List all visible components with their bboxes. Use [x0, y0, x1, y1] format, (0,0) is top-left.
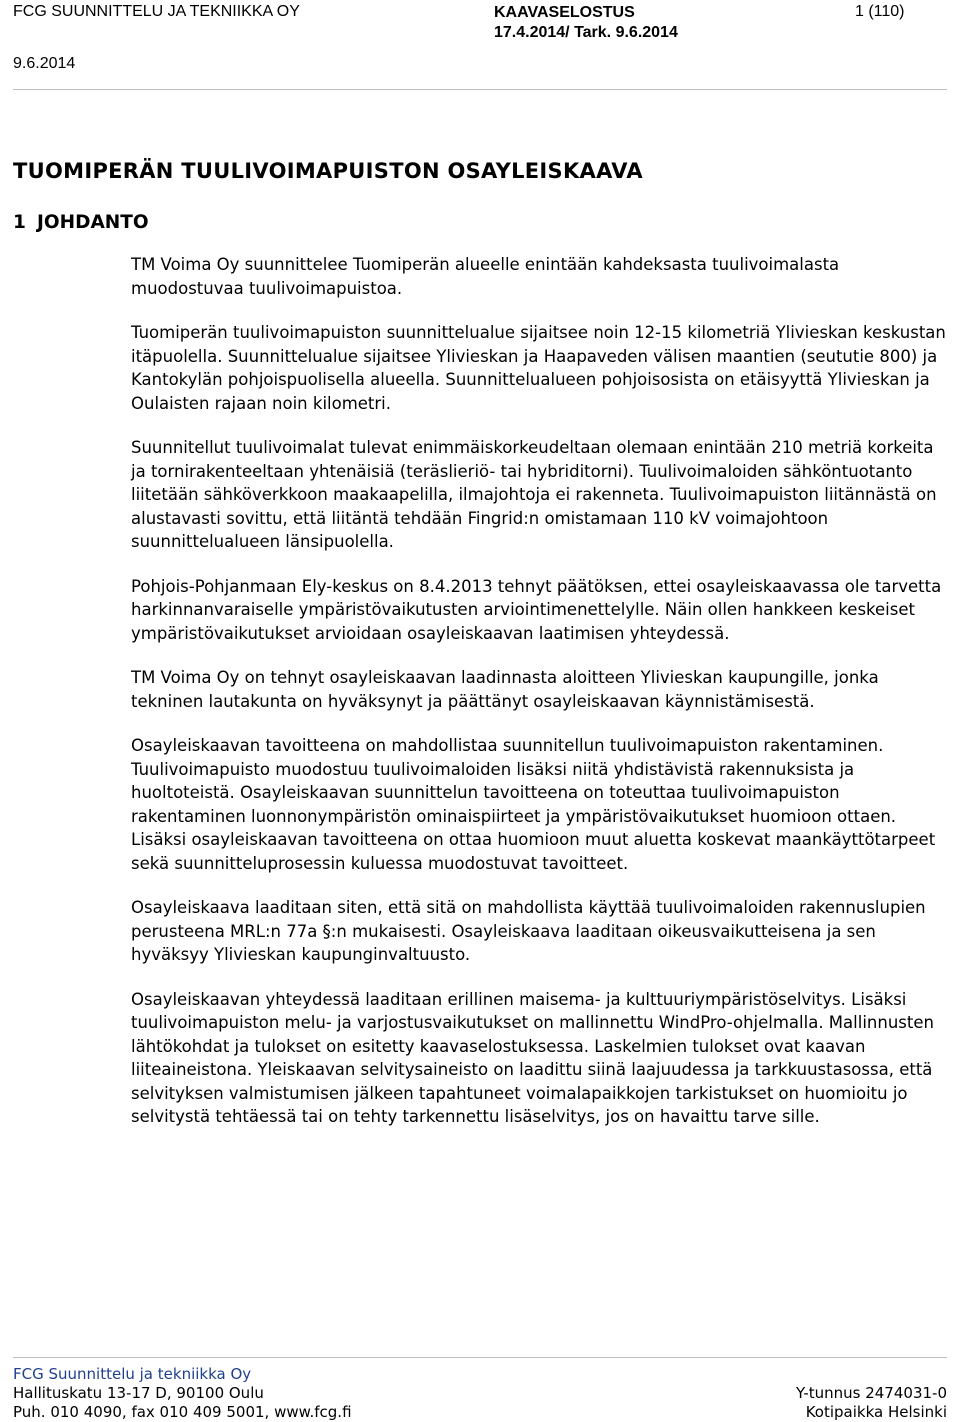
- paragraph: TM Voima Oy suunnittelee Tuomiperän alueelle enintään kahdeksasta tuulivoimalasta muodostuvaa tuulivoimapuistoa.: [131, 255, 840, 298]
- footer-phone: Puh. 010 4090, fax 010 409 5001, www.fcg.fi: [13, 1403, 352, 1421]
- header-doc-dates: 17.4.2014/ Tark. 9.6.2014: [494, 24, 678, 41]
- paragraph: Osayleiskaavan tavoitteena on mahdollistaa suunnitellun tuulivoimapuiston rakentaminen. Tuulivoimapuisto muodostuu tuulivoimaloiden lisäksi niitä yhdistävistä rakennuksista ja huoltoteistä. Osayleiskaavan suunnittelun tavoitteena on toteuttaa tuulivoimapuiston rakentaminen luonnonympäristön ominaispiirteet ja ympäristövaikutukset huomioon ottaen. Lisäksi osayleiskaavan tavoitteena on ottaa huomioon muut aluetta koskevat maankäyttötarpeet sekä suunnitteluprosessin kuluessa muodostuvat tavoitteet.: [131, 736, 936, 873]
- body-text: [131, 253, 953, 1150]
- header-doc-type: KAAVASELOSTUS: [494, 4, 635, 21]
- paragraph: Osayleiskaava laaditaan siten, että sitä on mahdollista käyttää tuulivoimaloiden rakennuslupien perusteena MRL:n 77a §:n mukaisesti. Osayleiskaava laaditaan oikeusvaikutteisena ja sen hyväksyy Ylivieskan kaupunginvaltuusto.: [131, 898, 926, 964]
- header-divider: [13, 89, 947, 90]
- footer-company: FCG Suunnittelu ja tekniikka Oy: [13, 1365, 252, 1383]
- section-heading: [13, 212, 149, 233]
- footer: [13, 1365, 947, 1422]
- footer-business-id: Y-tunnus 2474031-0: [795, 1384, 947, 1402]
- footer-row: [13, 1384, 947, 1403]
- footer-address: Hallituskatu 13-17 D, 90100 Oulu: [13, 1384, 264, 1402]
- header-page-number: 1 (110): [855, 3, 905, 20]
- footer-row: [13, 1403, 947, 1422]
- header-date: 9.6.2014: [13, 55, 76, 72]
- footer-divider: [13, 1357, 947, 1358]
- header-doc-info: [494, 3, 678, 43]
- paragraph: Tuomiperän tuulivoimapuiston suunnittelualue sijaitsee noin 12-15 kilometriä Ylivieskan keskustan itäpuolella. Suunnittelualue sijaitsee Ylivieskan ja Haapaveden välisen maantien (seututie 800) ja Kantokylän pohjoispuolisella alueella. Suunnittelualueen pohjoisosista on etäisyyttä Ylivieskan ja Oulaisten rajaan noin kilometri.: [131, 323, 946, 413]
- paragraph: Suunnitellut tuulivoimalat tulevat enimmäiskorkeudeltaan olemaan enintään 210 metriä korkeita ja tornirakenteeltaan yhtenäisiä (teräslieriö- tai hybriditorni). Tuulivoimaloiden sähköntuotanto liitetään sähköverkkoon maakaapelilla, ilmajohtoja ei rakenneta. Tuulivoimapuiston liitännästä on alustavasti sovittu, että liitäntä tehdään Fingrid:n omistamaan 110 kV voimajohtoon suunnittelualueen länsipuolella.: [131, 438, 937, 551]
- document-title: TUOMIPERÄN TUULIVOIMAPUISTON OSAYLEISKAAVA: [13, 159, 643, 183]
- section-title: JOHDANTO: [37, 212, 149, 233]
- paragraph: Osayleiskaavan yhteydessä laaditaan erillinen maisema- ja kulttuuriympäristöselvitys. Lisäksi tuulivoimapuiston melu- ja varjostusvaikutukset on mallinnettu WindPro-ohjelmalla. Mallinnusten lähtökohdat ja tulokset on esitetty kaavaselostuksessa. Laskelmien tulokset ovat kaavan liiteaineistona. Yleiskaavan selvitysaineisto on laadittu siinä laajuudessa ja tarkkuustasossa, että selvityksen valmistumisen jälkeen tapahtuneet voimalapaikkojen tarkistukset on huomioitu jo selvitystä tehtäessä tai on tehty tarkennettu lisäselvitys, jos on havaittu tarve sille.: [131, 989, 934, 1126]
- footer-domicile: Kotipaikka Helsinki: [805, 1403, 947, 1421]
- paragraph: Pohjois-Pohjanmaan Ely-keskus on 8.4.2013 tehnyt päätöksen, ettei osayleiskaavassa ole tarvetta harkinnanvaraiselle ympäristövaikutusten arviointimenettelylle. Näin ollen hankkeen keskeiset ympäristövaikutukset arvioidaan osayleiskaavan laatimisen yhteydessä.: [131, 576, 942, 643]
- section-number: 1: [13, 212, 26, 233]
- header-company: FCG SUUNNITTELU JA TEKNIIKKA OY: [13, 3, 300, 20]
- paragraph: TM Voima Oy on tehnyt osayleiskaavan laadinnasta aloitteen Ylivieskan kaupungille, jonka tekninen lautakunta on hyväksynyt ja päättänyt osayleiskaavan käynnistämisestä.: [131, 668, 879, 711]
